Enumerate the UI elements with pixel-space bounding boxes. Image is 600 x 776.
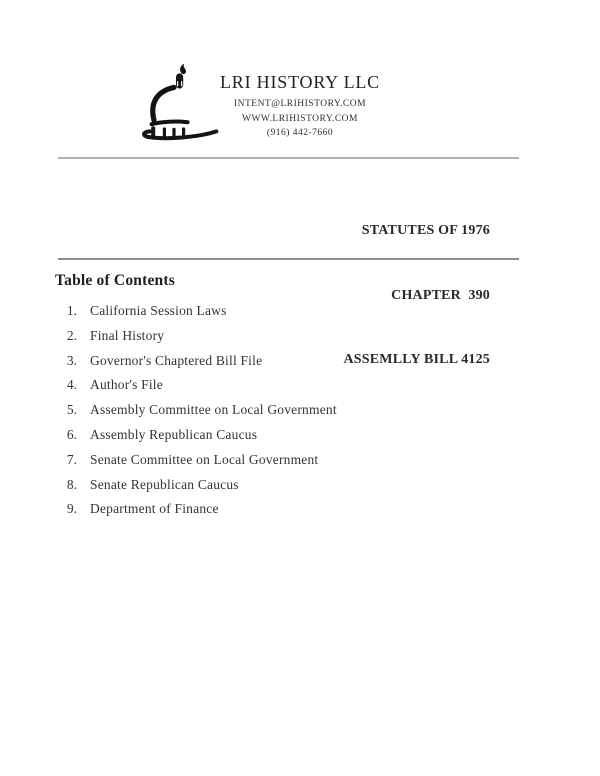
toc-item <box>55 448 337 473</box>
chapter-line: CHAPTER 390 <box>391 287 490 303</box>
toc-item-number: 4. <box>66 377 77 393</box>
horizontal-rule-bottom <box>58 258 519 260</box>
toc-item-label: Senate Republican Caucus <box>90 476 239 492</box>
company-email: INTENT@LRIHISTORY.COM <box>233 99 367 109</box>
toc-item <box>55 299 337 324</box>
toc-item-label: Department of Finance <box>90 501 219 517</box>
toc-item-label: Governor's Chaptered Bill File <box>90 352 263 368</box>
toc-item-label: California Session Laws <box>90 303 227 318</box>
toc-item-number: 6. <box>66 426 77 442</box>
company-phone: (916) 442-7660 <box>266 128 334 138</box>
toc-item <box>55 497 337 522</box>
toc-item-number: 5. <box>66 402 77 418</box>
toc-list <box>55 299 337 522</box>
toc-item-label: Final History <box>90 327 165 343</box>
toc-item-label: Assembly Committee on Local Government <box>90 402 337 418</box>
toc-item-number: 1. <box>66 303 77 318</box>
toc-item-number: 8. <box>66 476 77 492</box>
toc-item-number: 7. <box>66 451 77 467</box>
statute-reference-block <box>343 177 490 414</box>
toc-item <box>55 373 337 398</box>
toc-item <box>55 324 337 349</box>
toc-item <box>55 398 337 423</box>
toc-item-number: 9. <box>66 501 77 517</box>
toc-item <box>55 423 337 448</box>
letterhead <box>0 71 600 141</box>
company-website: WWW.LRIHISTORY.COM <box>242 113 358 124</box>
horizontal-rule-top <box>58 157 519 159</box>
toc-heading: Table of Contents <box>55 272 175 289</box>
toc-item <box>55 473 337 498</box>
toc-item-label: Assembly Republican Caucus <box>90 426 258 442</box>
toc-item-label: Author's File <box>90 377 163 393</box>
company-name: LRI HISTORY LLC <box>219 72 380 92</box>
toc-item-label: Senate Committee on Local Government <box>90 451 319 467</box>
toc-item-number: 3. <box>66 352 77 368</box>
assembly-bill-line: ASSEMLLY BILL 4125 <box>343 352 490 367</box>
toc-item-number: 2. <box>66 327 77 343</box>
statutes-year-line: STATUTES OF 1976 <box>361 223 490 238</box>
toc-item <box>55 349 337 374</box>
